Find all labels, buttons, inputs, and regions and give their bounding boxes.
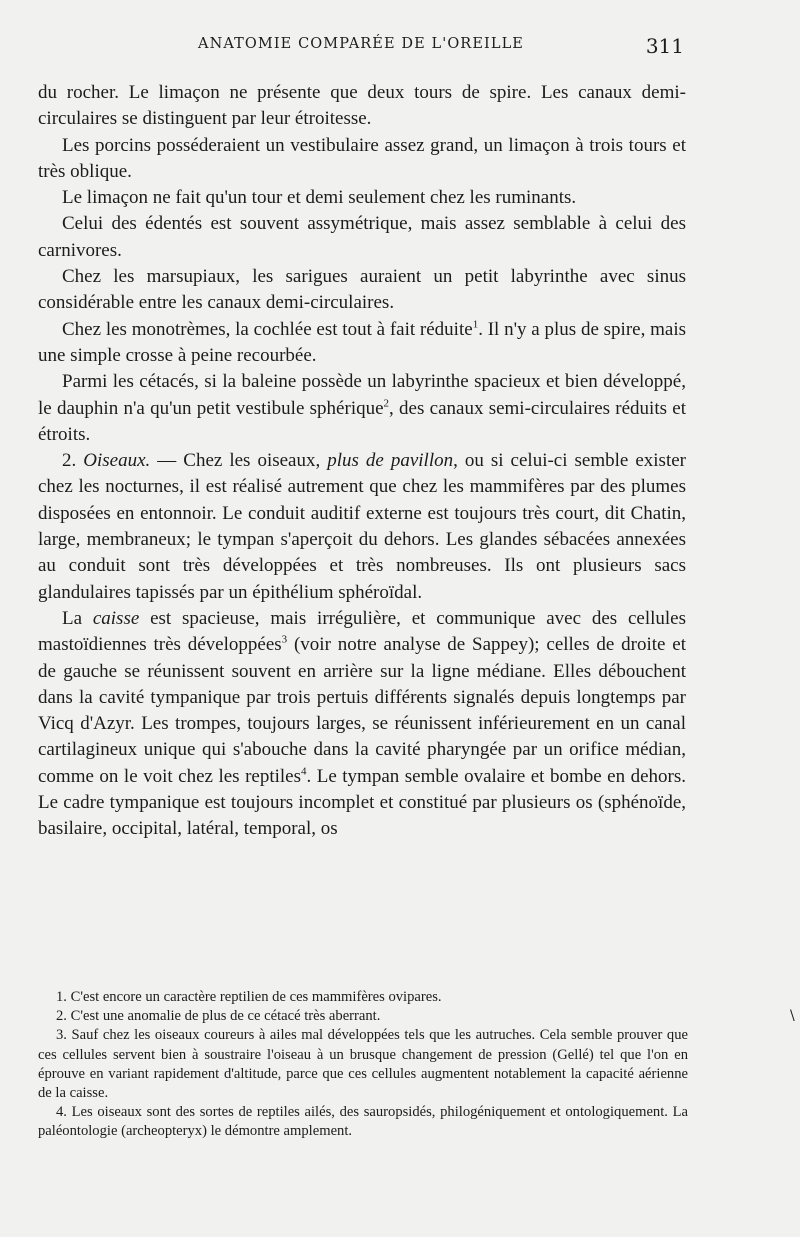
paragraph-text: , ou si celui-ci semble exister chez les nocturnes, il est réalisé autrement que chez les mammifères par des plumes disposées en entonnoir. Le conduit auditif externe est toujours très court, dit Chatin, large, membraneux; le tympan s'aperçoit du dehors. Les glandes sébacées annexées au conduit sont très développées et très nombreuses. Ils ont plusieurs sacs glandulaires tapissés par un épithélium sphéroïdal. — [38, 450, 686, 603]
page-number: 311 — [645, 34, 684, 58]
paragraph-text: — Chez les oiseaux, — [150, 450, 328, 472]
paragraph-text: Les porcins posséderaient un vestibulaire assez grand, un limaçon à trois tours et très oblique. — [38, 134, 686, 182]
paragraph — [38, 264, 686, 317]
paragraph-text: Le limaçon ne fait qu'un tour et demi seulement chez les ruminants. — [62, 187, 577, 209]
paragraph-text: Chez les marsupiaux, les sarigues auraient un petit labyrinthe avec sinus considérable entre les canaux demi-circulaires. — [38, 266, 686, 314]
paragraph — [38, 185, 686, 211]
footnote-number: 3. — [56, 1027, 67, 1044]
paragraph — [38, 369, 686, 448]
paragraph-text: , des canaux semi-circulaires réduits et étroits. — [38, 397, 686, 445]
footnote-text: C'est une anomalie de plus de ce cétacé très aberrant. — [70, 1008, 381, 1025]
paragraph-text: (voir notre analyse de Sappey); celles de droite et de gauche se réunissent souvent en arrière sur la ligne médiane. Elles débouchent dans la cavité tympanique par trois pertuis différents signalés depuis longtemps par Vicq d'Azyr. Les trompes, toujours larges, se réunissent inférieurement en un canal cartilagineux unique qui s'abouche dans la cavité pharyngée par un orifice médian, comme on le voit chez les reptiles — [38, 634, 686, 787]
footnote — [38, 1007, 688, 1026]
footnote-number: 2. — [56, 1008, 67, 1025]
page-header — [38, 34, 684, 58]
footnote-text: Sauf chez les oiseaux coureurs à ailes mal développées tels que les autruches. Cela semble prouver que ces cellules servent bien à soustraire l'oiseau à un brusque changement de pression (Gellé) tel que l'on en éprouve en variant rapidement d'altitude, parce que ces cellules augmentent notablement la capacité aérienne de la caisse. — [38, 1027, 688, 1102]
paragraph-text: La — [62, 607, 93, 629]
paragraph — [38, 317, 686, 370]
paragraph-text: du rocher. Le limaçon ne présente que deux tours de spire. Les canaux demi-circulaires se distinguent par leur étroitesse. — [38, 82, 686, 130]
footnote — [38, 1103, 688, 1141]
section-number: 2. — [62, 450, 77, 472]
footnotes — [38, 988, 688, 1142]
margin-mark: \ — [790, 1008, 795, 1024]
paragraph — [38, 80, 686, 133]
footnote-ref[interactable]: 4 — [301, 765, 307, 778]
emphasis: caisse — [92, 607, 140, 629]
footnote-text: Les oiseaux sont des sortes de reptiles ailés, des sauropsidés, philogéniquement et ontologiquement. La paléontologie (archeopteryx) le démontre amplement. — [38, 1104, 688, 1140]
paragraph-text: . Il n'y a plus de spire, mais une simple crosse à peine recourbée. — [38, 318, 686, 366]
footnote-number: 1. — [56, 989, 67, 1005]
footnote-number: 4. — [56, 1104, 67, 1121]
running-title: ANATOMIE COMPARÉE DE L'OREILLE — [198, 36, 524, 52]
footnote — [38, 988, 688, 1007]
section-heading: Oiseaux. — [83, 450, 151, 472]
footnote-ref[interactable]: 1 — [472, 318, 479, 331]
paragraph — [38, 211, 686, 264]
footnote-ref[interactable]: 3 — [281, 633, 288, 646]
footnote-text: C'est encore un caractère reptilien de ces mammifères ovipares. — [70, 989, 442, 1005]
paragraph — [38, 606, 686, 843]
paragraph — [38, 448, 686, 606]
paragraph-text: Chez les monotrèmes, la cochlée est tout à fait réduite — [62, 318, 473, 340]
paragraph-text: Celui des édentés est souvent assymétrique, mais assez semblable à celui des carnivores. — [38, 213, 686, 261]
footnote-ref[interactable]: 2 — [383, 397, 390, 410]
paragraph-text: . Le tympan semble ovalaire et bombe en dehors. Le cadre tympanique est toujours incomplet et constitué par plusieurs os (sphénoïde, basilaire, occipital, latéral, temporal, os — [38, 765, 686, 840]
body-text — [38, 80, 686, 843]
footnote — [38, 1026, 688, 1103]
paragraph — [38, 133, 686, 186]
paragraph-text: est spacieuse, mais irrégulière, et communique avec des cellules mastoïdiennes très développées — [38, 607, 686, 656]
emphasis: plus de pavillon — [327, 450, 454, 472]
paragraph-text: Parmi les cétacés, si la baleine possède un labyrinthe spacieux et bien développé, le dauphin n'a qu'un petit vestibule sphérique — [38, 371, 686, 419]
